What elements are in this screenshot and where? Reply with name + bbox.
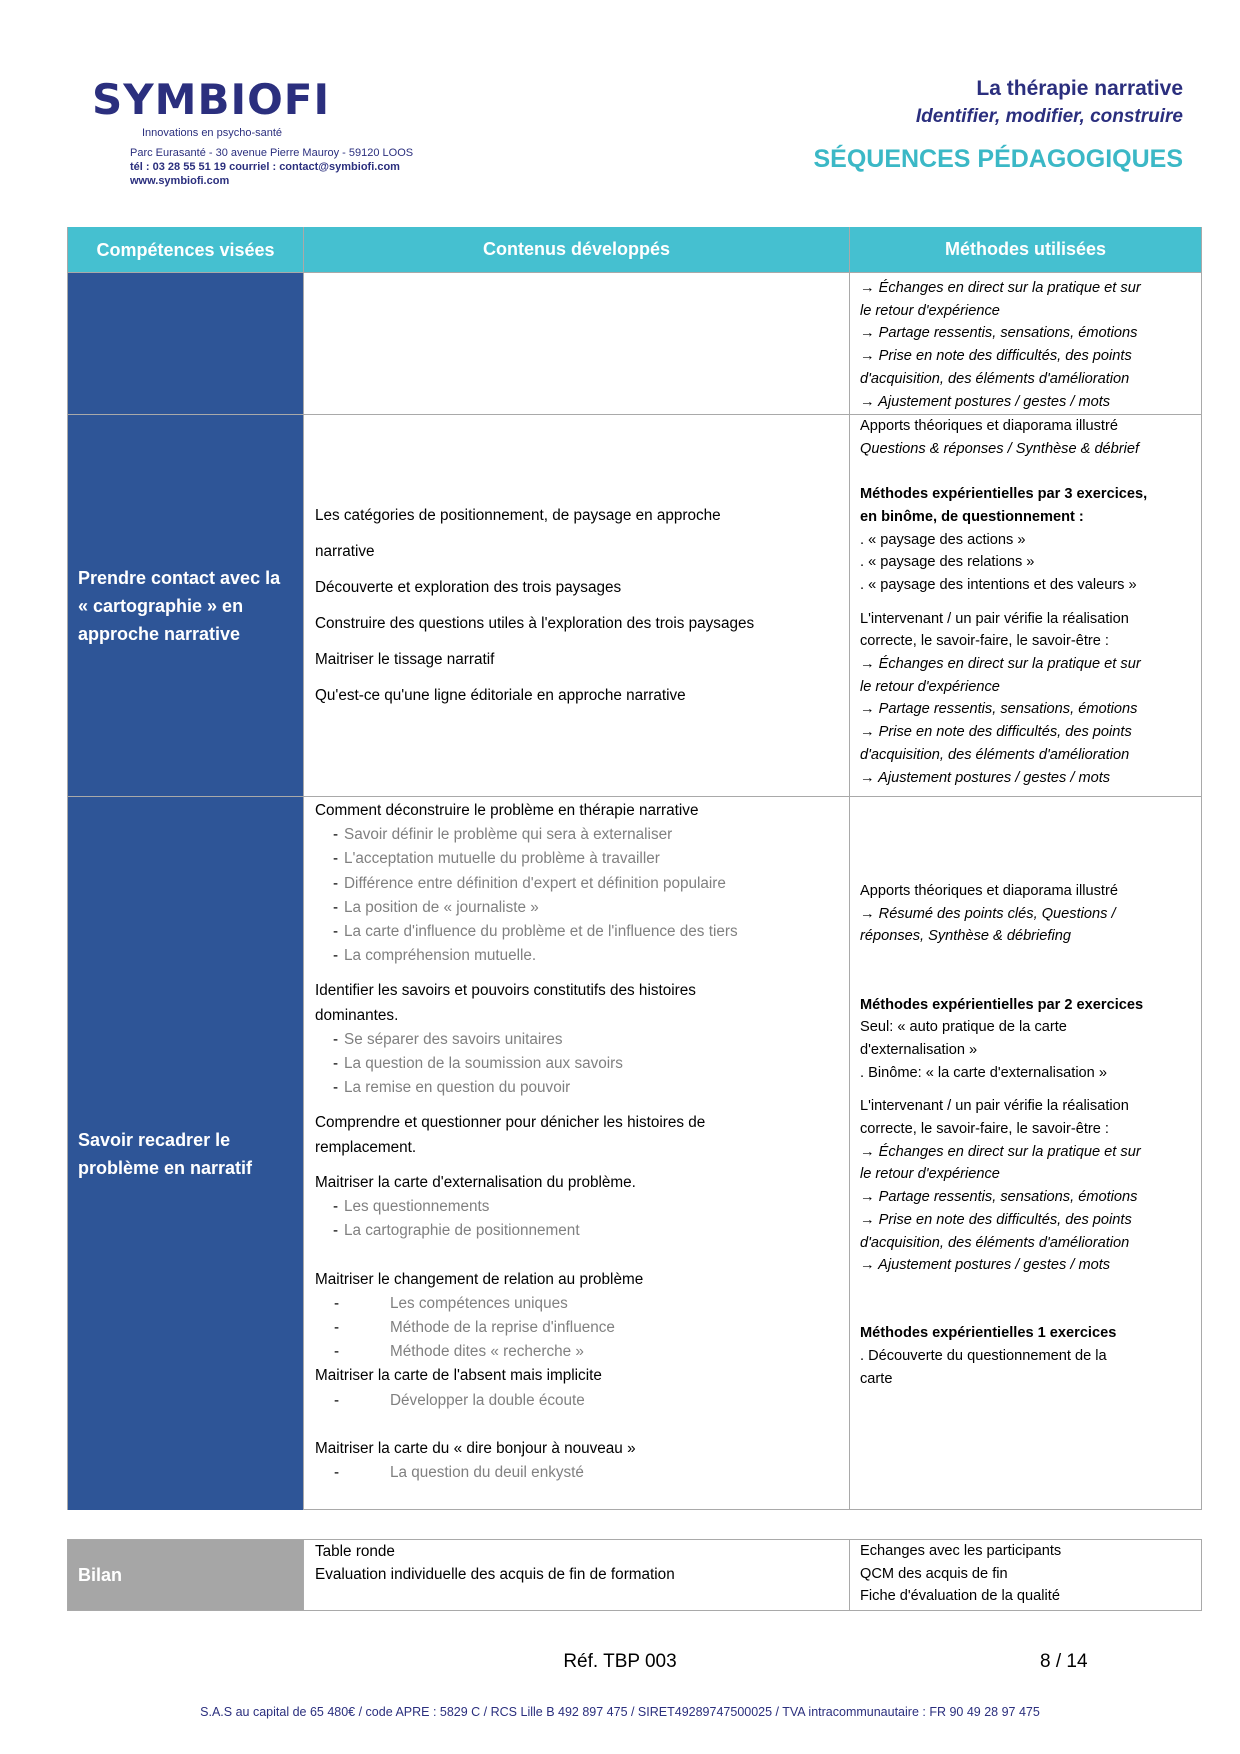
text-line: - Les compétences uniques <box>334 1294 568 1312</box>
line-text: → Échanges en direct sur la pratique et sur <box>860 280 1141 296</box>
line-text: d'acquisition, des éléments d'amélioration <box>860 1234 1130 1251</box>
line-text: La carte d'influence du problème et de l'influence des tiers <box>344 923 738 941</box>
text-line <box>315 1195 838 1219</box>
text-line <box>860 1141 1191 1164</box>
line-text: Identifier les savoirs et pouvoirs constitutifs des histoires <box>315 982 696 1000</box>
text-line <box>860 391 1191 414</box>
text-line <box>315 920 838 944</box>
text-line <box>315 1052 838 1076</box>
text-line <box>860 698 1191 721</box>
table-row <box>68 272 1201 414</box>
text-line <box>860 483 1191 506</box>
text-line <box>860 506 1191 529</box>
text-line <box>315 1111 838 1135</box>
line-text: d'acquisition, des éléments d'amélioration <box>860 746 1130 763</box>
bilan-table <box>67 1539 1202 1611</box>
line-text: . Binôme: « la carte d'externalisation » <box>860 1064 1107 1081</box>
text-line <box>315 1171 838 1195</box>
line-text: Comprendre et questionner pour dénicher les histoires de <box>315 1114 706 1132</box>
legal-footer: S.A.S au capital de 65 480€ / code APRE : 5829 C / RCS Lille B 492 897 475 / SIRET49289747500025 / TVA intracommunautaire : FR 90 49 28 97 475 <box>200 1705 1040 1719</box>
text-line <box>315 498 838 534</box>
line-text: Méthodes expérientielles par 3 exercices, <box>860 486 1148 503</box>
contact-line: tél : 03 28 55 51 19 courriel : contact@symbiofi.com <box>130 161 400 173</box>
line-text: L'intervenant / un pair vérifie la réalisation <box>860 610 1129 627</box>
line-text: dominantes. <box>315 1006 399 1024</box>
line-text: → Partage ressentis, sensations, émotions <box>860 701 1138 718</box>
blank-line <box>860 869 1191 880</box>
text-line <box>860 415 1191 438</box>
text-line <box>860 1368 1191 1391</box>
text-line <box>315 1219 838 1243</box>
text-line <box>315 534 838 570</box>
text-line <box>860 608 1191 631</box>
text-line <box>860 1209 1191 1232</box>
line-text: Fiche d'évaluation de la qualité <box>860 1588 1060 1605</box>
text-line <box>860 551 1191 574</box>
line-text: → Prise en note des difficultés, des points <box>860 348 1132 365</box>
line-text: réponses, Synthèse & débriefing <box>860 928 1071 945</box>
line-text: correcte, le savoir-faire, le savoir-être : <box>860 1121 1109 1138</box>
address: Parc Eurasanté - 30 avenue Pierre Mauroy - 59120 LOOS <box>130 147 414 159</box>
text-line <box>860 574 1191 597</box>
text-line <box>860 1095 1191 1118</box>
line-text: Construire des questions utiles à l'exploration des trois paysages <box>315 614 755 632</box>
line-text: le retour d'expérience <box>860 302 1000 319</box>
line-text: La question du deuil enkysté <box>390 1464 584 1482</box>
text-line <box>860 767 1191 790</box>
text-line <box>860 277 1191 300</box>
text-line: - Développer la double écoute <box>334 1391 585 1409</box>
line-text: L'intervenant / un pair vérifie la réalisation <box>860 1098 1129 1115</box>
document-subtitle: Identifier, modifier, construire <box>915 106 1183 127</box>
text-line <box>860 721 1191 744</box>
dash-bullet: - <box>333 1079 339 1097</box>
text-line <box>860 903 1191 926</box>
line-text: Apports théoriques et diaporama illustré <box>860 883 1118 900</box>
blank-line <box>315 1413 838 1437</box>
competence-cell <box>68 273 303 414</box>
line-text: Les questionnements <box>344 1198 490 1216</box>
bilan-row <box>68 1540 1201 1610</box>
blank-line <box>860 1084 1191 1095</box>
line-text: Méthodes expérientielles 1 exercices <box>860 1325 1117 1342</box>
text-line <box>860 880 1191 903</box>
text-line <box>860 994 1191 1017</box>
line-text: correcte, le savoir-faire, le savoir-être : <box>860 633 1109 650</box>
competence-cell: Savoir recadrer le problème en narratif <box>68 797 303 1510</box>
text-line <box>315 1437 838 1461</box>
text-line <box>315 678 838 714</box>
text-line <box>860 676 1191 699</box>
column-header: Contenus développés <box>303 227 849 272</box>
contenus-cell <box>303 415 849 796</box>
methodes-cell <box>849 273 1201 414</box>
line-text: Echanges avec les participants <box>860 1543 1062 1559</box>
line-text: Les compétences uniques <box>390 1294 568 1312</box>
line-text: Maitriser la carte de l'absent mais implicite <box>315 1367 602 1385</box>
text-line <box>860 1322 1191 1345</box>
text-line <box>860 925 1191 948</box>
line-text: Table ronde <box>315 1543 395 1560</box>
blank-line <box>860 597 1191 608</box>
line-text: Maitriser le tissage narratif <box>315 650 495 668</box>
table-header <box>68 227 1201 272</box>
blank-line <box>315 968 838 979</box>
blank-line <box>860 1300 1191 1323</box>
text-line <box>860 300 1191 323</box>
column-header: Compétences visées <box>68 227 303 272</box>
blank-line <box>860 1277 1191 1300</box>
blank-line <box>860 460 1191 483</box>
blank-line <box>860 948 1191 971</box>
text-line <box>315 872 838 896</box>
line-text: le retour d'expérience <box>860 678 1000 695</box>
section-title: SÉQUENCES PÉDAGOGIQUES <box>813 145 1183 173</box>
table-row <box>68 796 1201 1510</box>
line-text: Comment déconstruire le problème en thérapie narrative <box>315 802 699 819</box>
line-text: La remise en question du pouvoir <box>344 1079 571 1097</box>
line-text: d'acquisition, des éléments d'amélioration <box>860 370 1130 387</box>
text-line <box>860 630 1191 653</box>
dash-bullet: - <box>333 874 339 892</box>
symbiofi-logo <box>92 78 330 122</box>
text-line <box>860 1563 1191 1586</box>
text-line <box>315 1268 838 1292</box>
line-text: → Prise en note des difficultés, des points <box>860 724 1132 741</box>
blank-line <box>315 1100 838 1111</box>
line-text: Maitriser la carte d'externalisation du problème. <box>315 1173 636 1191</box>
column-header: Méthodes utilisées <box>849 227 1201 272</box>
line-text: Maitriser le changement de relation au problème <box>315 1270 644 1288</box>
text-line <box>315 1364 838 1388</box>
line-text: Différence entre définition d'expert et définition populaire <box>344 874 726 892</box>
methodes-cell <box>849 797 1201 1510</box>
text-line <box>860 1540 1191 1563</box>
text-line <box>860 345 1191 368</box>
line-text: Seul: « auto pratique de la carte <box>860 1019 1067 1036</box>
dash-bullet: - <box>333 1055 339 1073</box>
text-line <box>315 1004 838 1028</box>
line-text: Questions & réponses / Synthèse & débrief <box>860 440 1140 457</box>
text-line <box>315 1028 838 1052</box>
text-line <box>315 847 838 871</box>
text-line <box>860 1254 1191 1277</box>
line-text: → Partage ressentis, sensations, émotions <box>860 1189 1138 1206</box>
line-text: Maitriser la carte du « dire bonjour à nouveau » <box>315 1440 636 1458</box>
competence-cell: Prendre contact avec la « cartographie » en approche narrative <box>68 415 303 796</box>
text-line: - Méthode de la reprise d'influence <box>334 1319 615 1337</box>
text-line <box>315 606 838 642</box>
website: www.symbiofi.com <box>130 175 230 187</box>
text-line <box>315 944 838 968</box>
line-text: La cartographie de positionnement <box>344 1222 580 1240</box>
line-text: La position de « journaliste » <box>344 898 539 916</box>
blank-line <box>315 1160 838 1171</box>
text-line <box>860 529 1191 552</box>
bilan-label: Bilan <box>68 1540 303 1610</box>
line-text: Découverte et exploration des trois paysages <box>315 578 622 596</box>
line-text: La question de la soumission aux savoirs <box>344 1055 623 1073</box>
text-line <box>860 368 1191 391</box>
line-text: . « paysage des intentions et des valeurs » <box>860 576 1137 593</box>
text-line <box>315 979 838 1003</box>
line-text: → Partage ressentis, sensations, émotions <box>860 325 1138 342</box>
text-line <box>315 1076 838 1100</box>
line-text: d'externalisation » <box>860 1041 978 1058</box>
line-text: Les catégories de positionnement, de paysage en approche <box>315 506 721 524</box>
line-text: Evaluation individuelle des acquis de fin de formation <box>315 1566 675 1583</box>
line-text: en binôme, de questionnement : <box>860 508 1084 525</box>
text-line <box>860 653 1191 676</box>
line-text: Méthode dites « recherche » <box>390 1343 584 1361</box>
logo-tagline: Innovations en psycho-santé <box>142 127 283 139</box>
line-text: Savoir définir le problème qui sera à externaliser <box>344 826 673 844</box>
text-line <box>860 1163 1191 1186</box>
blank-line <box>315 1243 838 1267</box>
reference: Réf. TBP 003 <box>563 1651 677 1672</box>
line-text: narrative <box>315 542 375 560</box>
text-line <box>860 1039 1191 1062</box>
blank-line <box>860 801 1191 824</box>
text-line <box>860 1186 1191 1209</box>
text-line <box>315 642 838 678</box>
line-text: L'acceptation mutuelle du problème à travailler <box>344 850 660 868</box>
text-line <box>860 1345 1191 1368</box>
line-text: Apports théoriques et diaporama illustré <box>860 418 1118 434</box>
blank-line <box>860 824 1191 847</box>
line-text: . « paysage des relations » <box>860 554 1035 571</box>
dash-bullet: - <box>333 923 339 941</box>
blank-line <box>860 971 1191 994</box>
text-line <box>315 1540 838 1563</box>
line-text: Méthodes expérientielles par 2 exercices <box>860 996 1144 1013</box>
dash-bullet: - <box>333 1198 339 1216</box>
table-row <box>68 414 1201 796</box>
page-number: 8 / 14 <box>1040 1651 1088 1672</box>
line-text: Qu'est-ce qu'une ligne éditoriale en approche narrative <box>315 686 686 704</box>
line-text: remplacement. <box>315 1138 417 1156</box>
line-text: . Découverte du questionnement de la <box>860 1348 1107 1365</box>
text-line <box>860 1062 1191 1085</box>
line-text: Méthode de la reprise d'influence <box>390 1319 615 1337</box>
line-text: QCM des acquis de fin <box>860 1565 1008 1582</box>
text-line <box>315 823 838 847</box>
line-text: Se séparer des savoirs unitaires <box>344 1030 563 1048</box>
line-text: Développer la double écoute <box>390 1391 585 1409</box>
dash-bullet: - <box>333 1222 339 1240</box>
text-line <box>315 1563 838 1586</box>
logo-text: SYMBIOFI <box>92 78 331 122</box>
text-line <box>860 1118 1191 1141</box>
blank-line <box>860 846 1191 869</box>
text-line <box>860 438 1191 461</box>
bilan-methodes <box>849 1540 1201 1610</box>
line-text: → Échanges en direct sur la pratique et sur <box>860 1143 1141 1160</box>
text-line <box>315 1136 838 1160</box>
methodes-cell <box>849 415 1201 796</box>
document-title: La thérapie narrative <box>976 77 1183 100</box>
contenus-cell <box>303 273 849 414</box>
text-line: - Méthode dites « recherche » <box>334 1343 584 1361</box>
text-line: - La question du deuil enkysté <box>334 1464 584 1482</box>
bilan-contenus <box>303 1540 849 1610</box>
text-line <box>860 1016 1191 1039</box>
text-line <box>860 1232 1191 1255</box>
line-text: le retour d'expérience <box>860 1166 1000 1183</box>
text-line <box>315 570 838 606</box>
contenus-cell <box>303 797 849 1510</box>
line-text: → Échanges en direct sur la pratique et sur <box>860 656 1141 673</box>
text-line <box>860 322 1191 345</box>
text-line <box>315 896 838 920</box>
line-text: La compréhension mutuelle. <box>344 947 537 965</box>
text-line <box>315 799 838 823</box>
line-text: → Résumé des points clés, Questions / <box>860 905 1116 922</box>
line-text: carte <box>860 1370 893 1387</box>
dash-bullet: - <box>333 1030 339 1048</box>
dash-bullet: - <box>333 826 339 844</box>
line-text: → Ajustement postures / gestes / mots <box>860 1257 1111 1274</box>
dash-bullet: - <box>333 947 339 965</box>
line-text: . « paysage des actions » <box>860 531 1026 548</box>
sequences-table <box>67 227 1202 1510</box>
dash-bullet: - <box>333 898 339 916</box>
line-text: → Ajustement postures / gestes / mots <box>860 769 1111 786</box>
dash-bullet: - <box>333 850 339 868</box>
line-text: → Prise en note des difficultés, des points <box>860 1211 1132 1228</box>
text-line <box>860 744 1191 767</box>
line-text: → Ajustement postures / gestes / mots <box>860 393 1111 410</box>
text-line <box>860 1585 1191 1608</box>
